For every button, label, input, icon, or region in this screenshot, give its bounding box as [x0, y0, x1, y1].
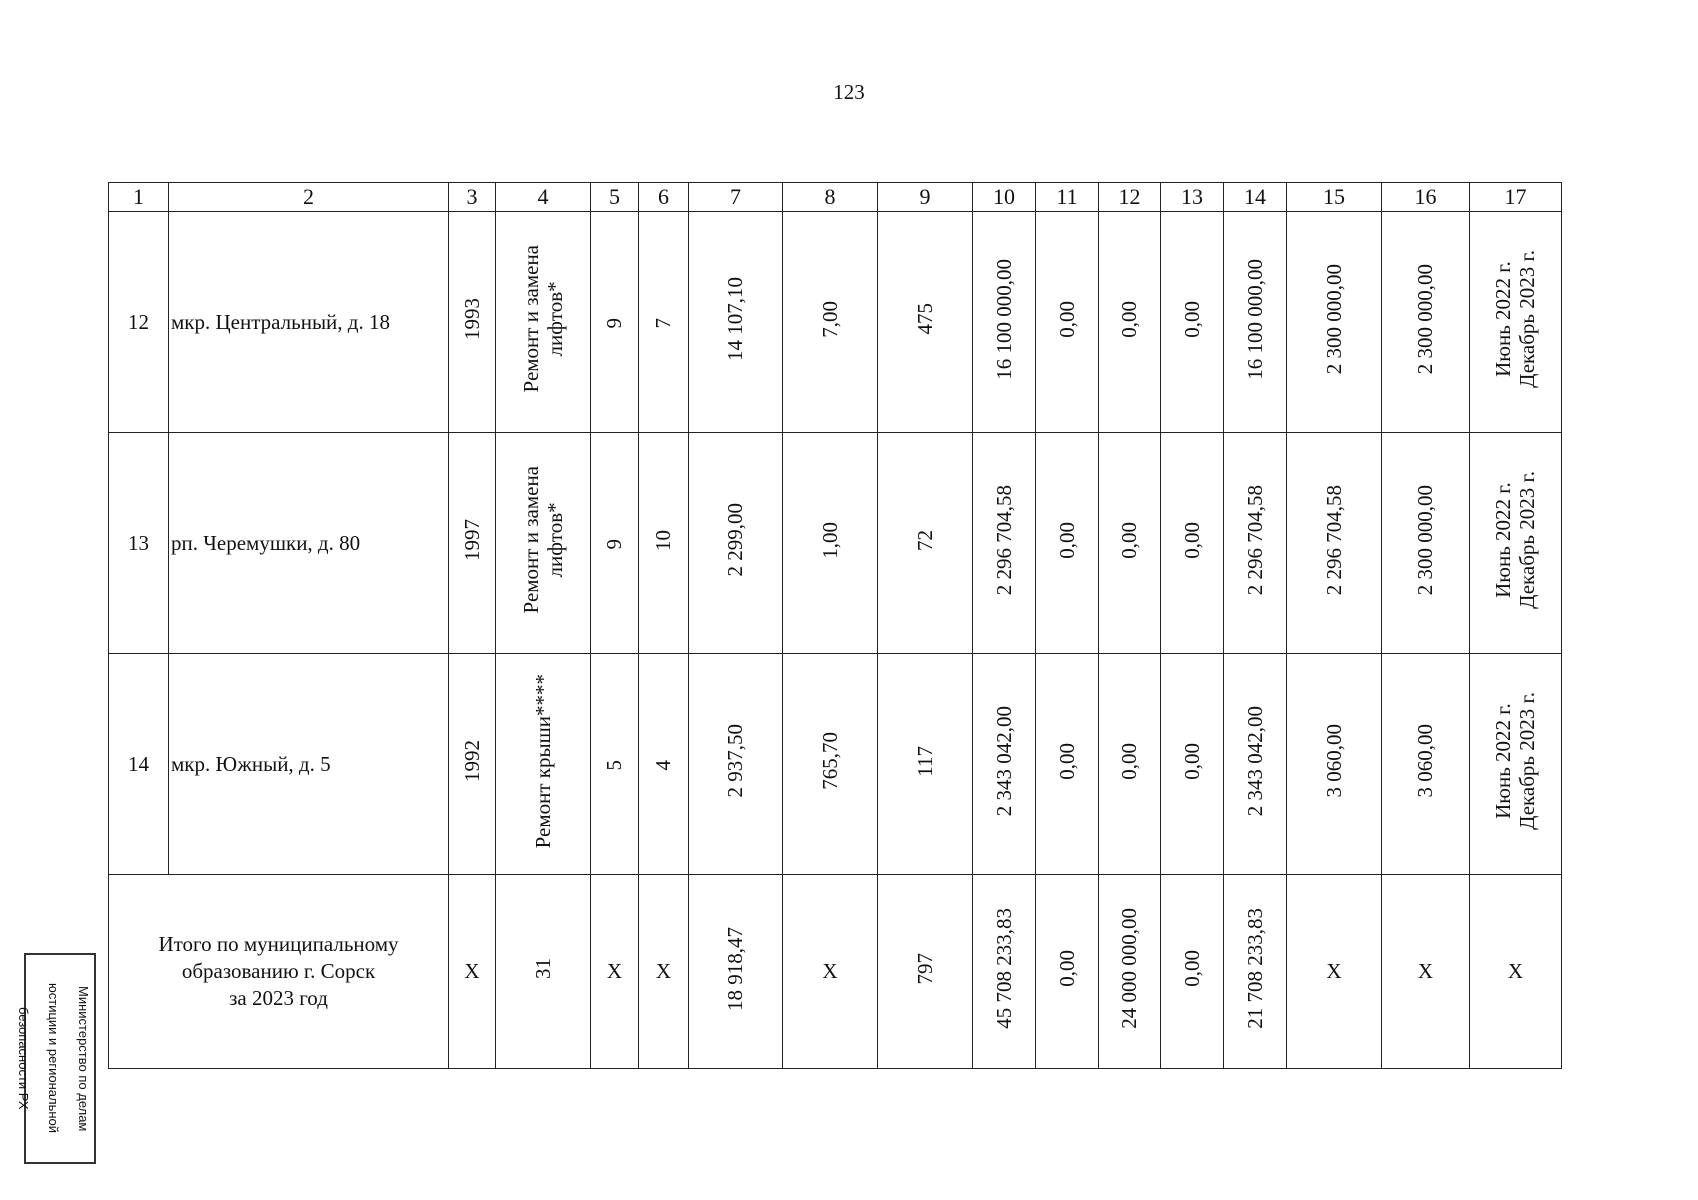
- year-cell: 1992: [449, 654, 496, 875]
- cell-c12: 0,00: [1099, 212, 1161, 433]
- total-c16: Х: [1382, 875, 1470, 1069]
- total-c4: 31: [496, 875, 591, 1069]
- total-row: [109, 875, 1562, 1069]
- cell-c9: 72: [878, 433, 973, 654]
- header-cell: 9: [878, 183, 973, 212]
- cell-c15: 3 060,00: [1287, 654, 1382, 875]
- total-c15: Х: [1287, 875, 1382, 1069]
- cell-c9: 117: [878, 654, 973, 875]
- total-c12: 24 000 000,00: [1099, 875, 1161, 1069]
- cell-c13: 0,00: [1161, 212, 1224, 433]
- cell-c6: 10: [639, 433, 689, 654]
- header-cell: 15: [1287, 183, 1382, 212]
- header-cell: 2: [169, 183, 449, 212]
- cell-c7: 2 937,50: [689, 654, 783, 875]
- total-c9: 797: [878, 875, 973, 1069]
- address-cell: мкр. Центральный, д. 18: [169, 212, 449, 433]
- page-number: 123: [833, 80, 865, 104]
- header-cell: 17: [1470, 183, 1562, 212]
- header-cell: 12: [1099, 183, 1161, 212]
- header-row: [109, 183, 1562, 212]
- cell-c11: 0,00: [1036, 433, 1099, 654]
- cell-c12: 0,00: [1099, 433, 1161, 654]
- total-c14: 21 708 233,83: [1224, 875, 1287, 1069]
- cell-c7: 2 299,00: [689, 433, 783, 654]
- cell-c8: 765,70: [783, 654, 878, 875]
- address-cell: мкр. Южный, д. 5: [169, 654, 449, 875]
- total-c8: Х: [783, 875, 878, 1069]
- work-type-cell: Ремонт и замена лифтов*: [496, 433, 591, 654]
- period-cell: Июнь 2022 г. Декабрь 2023 г.: [1470, 212, 1562, 433]
- header-cell: 10: [973, 183, 1036, 212]
- cell-c10: 2 343 042,00: [973, 654, 1036, 875]
- row-number: 13: [109, 433, 169, 654]
- work-type-cell: Ремонт крыши****: [496, 654, 591, 875]
- year-cell: 1997: [449, 433, 496, 654]
- cell-c14: 2 296 704,58: [1224, 433, 1287, 654]
- header-cell: 4: [496, 183, 591, 212]
- cell-c10: 16 100 000,00: [973, 212, 1036, 433]
- total-label: Итого по муниципальному образованию г. Сорск за 2023 год: [109, 875, 449, 1069]
- cell-c16: 2 300 000,00: [1382, 433, 1470, 654]
- header-cell: 11: [1036, 183, 1099, 212]
- cell-c10: 2 296 704,58: [973, 433, 1036, 654]
- cell-c14: 2 343 042,00: [1224, 654, 1287, 875]
- cell-c6: 7: [639, 212, 689, 433]
- cell-c12: 0,00: [1099, 654, 1161, 875]
- total-c7: 18 918,47: [689, 875, 783, 1069]
- cell-c9: 475: [878, 212, 973, 433]
- cell-c15: 2 300 000,00: [1287, 212, 1382, 433]
- work-type-cell: Ремонт и замена лифтов*: [496, 212, 591, 433]
- period-cell: Июнь 2022 г. Декабрь 2023 г.: [1470, 433, 1562, 654]
- cell-c11: 0,00: [1036, 212, 1099, 433]
- header-cell: 16: [1382, 183, 1470, 212]
- total-c17: Х: [1470, 875, 1562, 1069]
- total-c3: Х: [449, 875, 496, 1069]
- header-cell: 1: [109, 183, 169, 212]
- year-cell: 1993: [449, 212, 496, 433]
- total-c11: 0,00: [1036, 875, 1099, 1069]
- cell-c13: 0,00: [1161, 433, 1224, 654]
- header-cell: 5: [591, 183, 639, 212]
- cell-c5: 9: [591, 212, 639, 433]
- address-cell: рп. Черемушки, д. 80: [169, 433, 449, 654]
- table-row: [109, 654, 1562, 875]
- row-number: 14: [109, 654, 169, 875]
- cell-c8: 7,00: [783, 212, 878, 433]
- total-c13: 0,00: [1161, 875, 1224, 1069]
- cell-c11: 0,00: [1036, 654, 1099, 875]
- capital-repair-table: [108, 182, 1562, 1069]
- total-c5: Х: [591, 875, 639, 1069]
- total-c10: 45 708 233,83: [973, 875, 1036, 1069]
- stamp-line: безопасности РХ: [16, 1007, 32, 1110]
- header-cell: 7: [689, 183, 783, 212]
- period-cell: Июнь 2022 г. Декабрь 2023 г.: [1470, 654, 1562, 875]
- header-cell: 6: [639, 183, 689, 212]
- cell-c8: 1,00: [783, 433, 878, 654]
- cell-c14: 16 100 000,00: [1224, 212, 1287, 433]
- cell-c6: 4: [639, 654, 689, 875]
- table-row: [109, 212, 1562, 433]
- header-cell: 14: [1224, 183, 1287, 212]
- cell-c5: 5: [591, 654, 639, 875]
- cell-c13: 0,00: [1161, 654, 1224, 875]
- cell-c5: 9: [591, 433, 639, 654]
- cell-c7: 14 107,10: [689, 212, 783, 433]
- cell-c16: 3 060,00: [1382, 654, 1470, 875]
- cell-c16: 2 300 000,00: [1382, 212, 1470, 433]
- stamp-line: Министерство по делам: [75, 985, 91, 1132]
- total-c6: Х: [639, 875, 689, 1069]
- header-cell: 3: [449, 183, 496, 212]
- header-cell: 13: [1161, 183, 1224, 212]
- row-number: 12: [109, 212, 169, 433]
- ministry-stamp: [16, 953, 96, 1164]
- cell-c15: 2 296 704,58: [1287, 433, 1382, 654]
- header-cell: 8: [783, 183, 878, 212]
- table-row: [109, 433, 1562, 654]
- stamp-line: юстиции и региональной: [46, 983, 61, 1134]
